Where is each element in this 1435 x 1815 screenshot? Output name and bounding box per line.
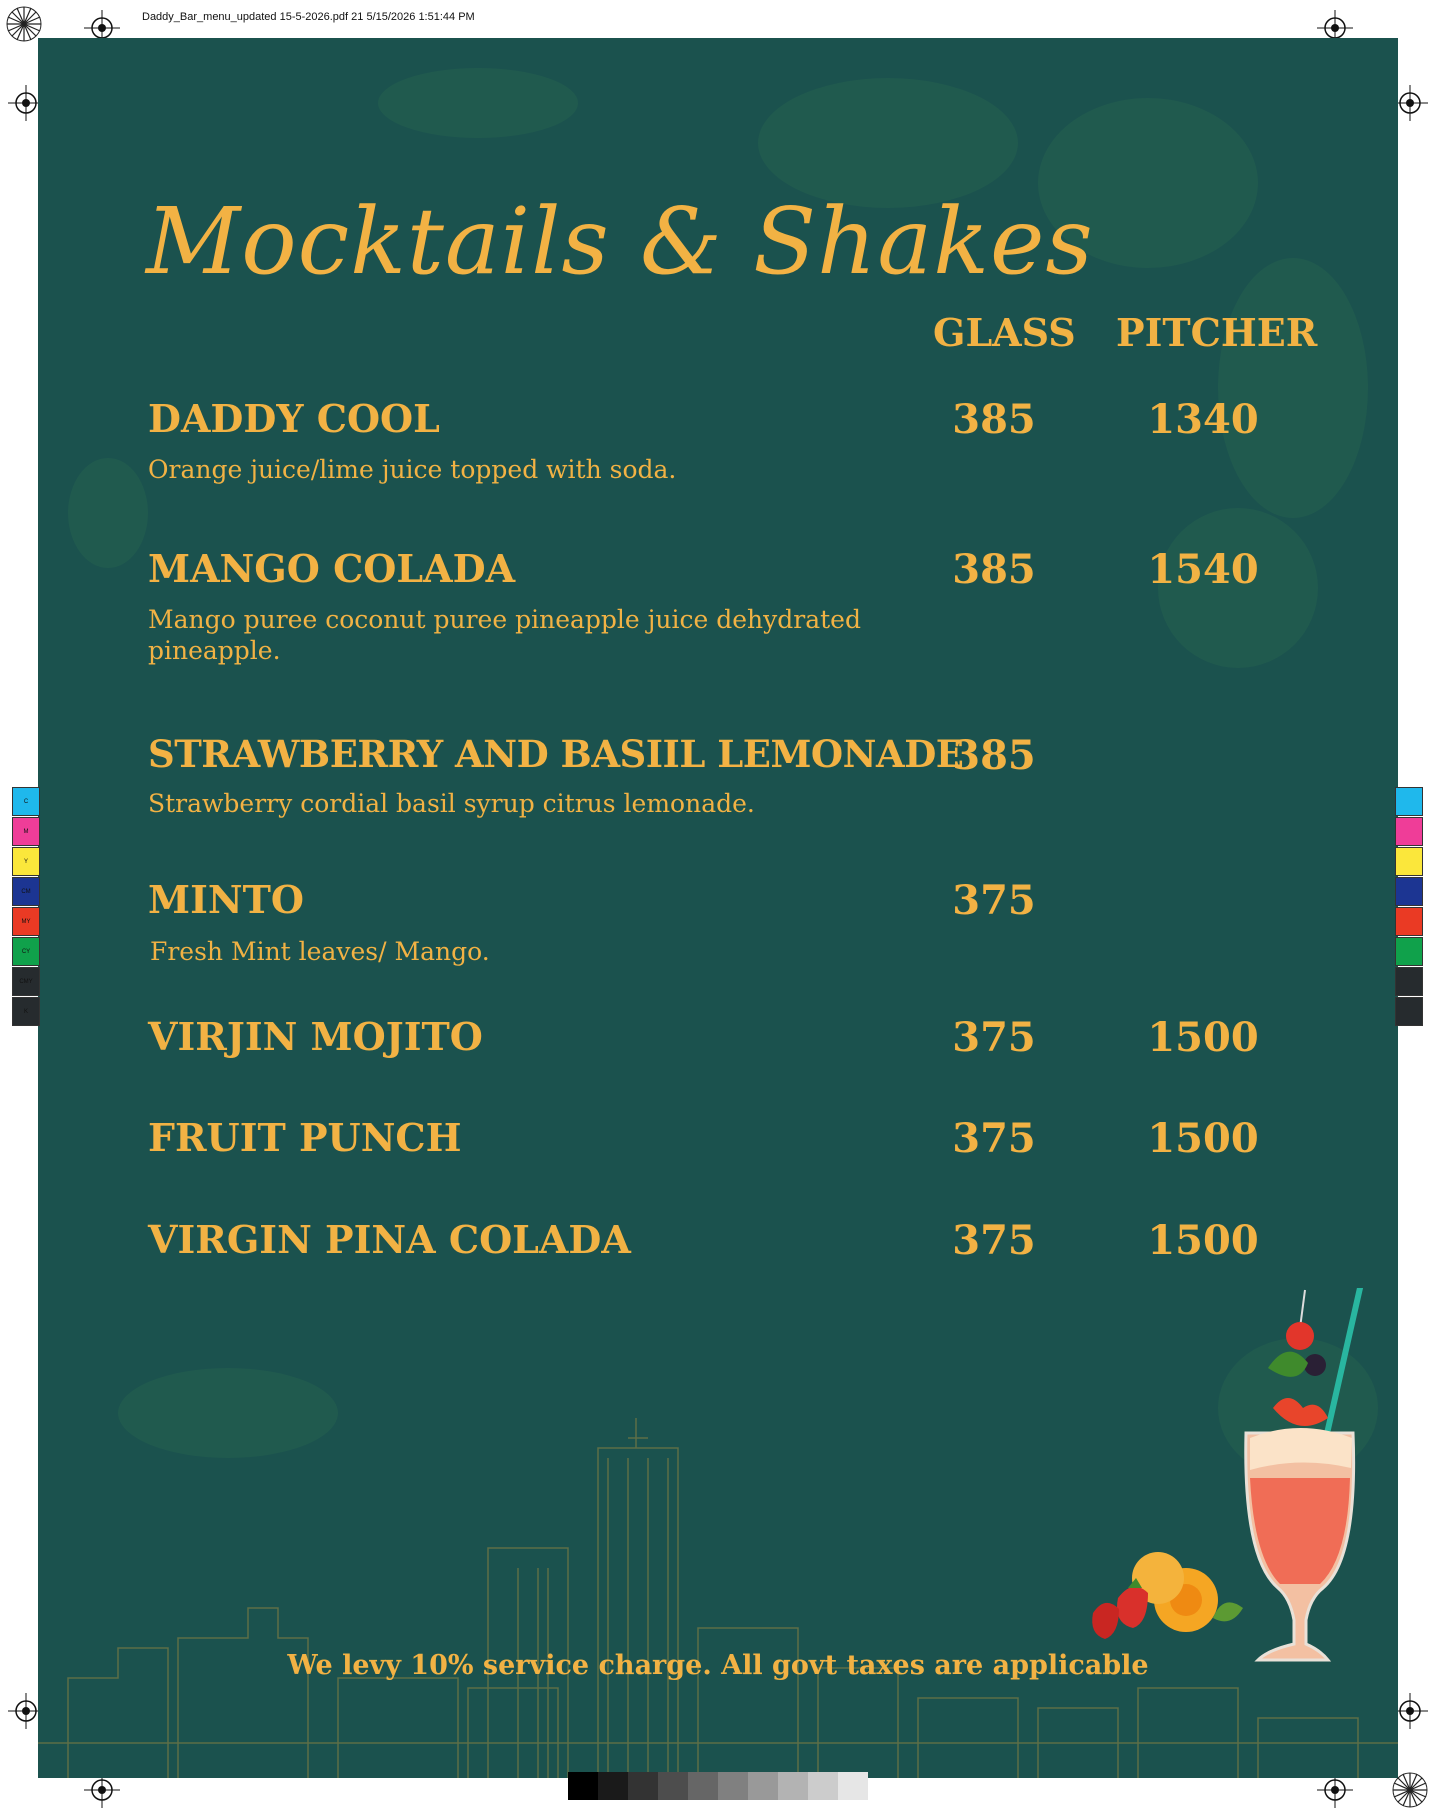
color-swatch <box>1395 907 1423 936</box>
cocktail-glass-illustration <box>1068 1288 1388 1678</box>
glass-price: 385 <box>952 396 1036 443</box>
glass-column-header: GLASS <box>933 310 1076 355</box>
color-swatch <box>1395 937 1423 966</box>
color-swatch: CY <box>12 937 40 966</box>
file-slug-text: Daddy_Bar_menu_updated 15-5-2026.pdf 21 5/15/2026 1:51:44 PM <box>142 11 475 23</box>
item-description: Orange juice/lime juice topped with soda. <box>148 455 677 484</box>
color-swatch: K <box>12 997 40 1026</box>
item-name: VIRJIN MOJITO <box>148 1014 483 1059</box>
color-swatch <box>1395 817 1423 846</box>
glass-price: 375 <box>952 1217 1036 1264</box>
pitcher-price: 1500 <box>1147 1217 1259 1264</box>
item-name: MINTO <box>148 877 304 922</box>
item-name: FRUIT PUNCH <box>148 1115 462 1160</box>
color-swatch <box>1395 847 1423 876</box>
glass-price: 375 <box>952 1115 1036 1162</box>
pitcher-price: 1500 <box>1147 1115 1259 1162</box>
color-swatch: Y <box>12 847 40 876</box>
item-description: Mango puree coconut puree pineapple juice dehydrated pineapple. <box>148 605 861 665</box>
glass-price: 385 <box>952 546 1036 593</box>
gray-step <box>808 1772 838 1800</box>
pitcher-column-header: PITCHER <box>1116 310 1318 355</box>
color-swatch <box>1395 967 1423 996</box>
color-swatch <box>1395 877 1423 906</box>
gray-step <box>838 1772 868 1800</box>
gray-step <box>568 1772 598 1800</box>
gray-step <box>628 1772 658 1800</box>
color-swatch <box>1395 997 1423 1026</box>
glass-price: 385 <box>952 732 1036 779</box>
menu-page <box>38 38 1398 1778</box>
color-swatch: M <box>12 817 40 846</box>
pitcher-price: 1340 <box>1147 396 1259 443</box>
menu-title: Mocktails & Shakes <box>146 188 1094 295</box>
gray-step <box>748 1772 778 1800</box>
item-name: DADDY COOL <box>148 396 440 441</box>
glass-price: 375 <box>952 877 1036 924</box>
color-swatch: MY <box>12 907 40 936</box>
gray-step <box>778 1772 808 1800</box>
color-swatch <box>1395 787 1423 816</box>
color-swatch: CMY <box>12 967 40 996</box>
service-charge-note: We levy 10% service charge. All govt taxes are applicable <box>287 1650 1149 1681</box>
item-name: MANGO COLADA <box>148 546 516 591</box>
color-swatch: CM <box>12 877 40 906</box>
starburst-target-icon <box>6 6 42 42</box>
pitcher-price: 1540 <box>1147 546 1259 593</box>
item-description: Fresh Mint leaves/ Mango. <box>150 937 490 966</box>
glass-price: 375 <box>952 1014 1036 1061</box>
gray-step <box>598 1772 628 1800</box>
item-name: VIRGIN PINA COLADA <box>148 1217 631 1262</box>
color-swatch: C <box>12 787 40 816</box>
gray-step <box>718 1772 748 1800</box>
pitcher-price: 1500 <box>1147 1014 1259 1061</box>
gray-step <box>658 1772 688 1800</box>
gray-step <box>688 1772 718 1800</box>
item-name: STRAWBERRY AND BASIIL LEMONADE <box>148 732 964 776</box>
item-description: Strawberry cordial basil syrup citrus lemonade. <box>148 789 755 818</box>
